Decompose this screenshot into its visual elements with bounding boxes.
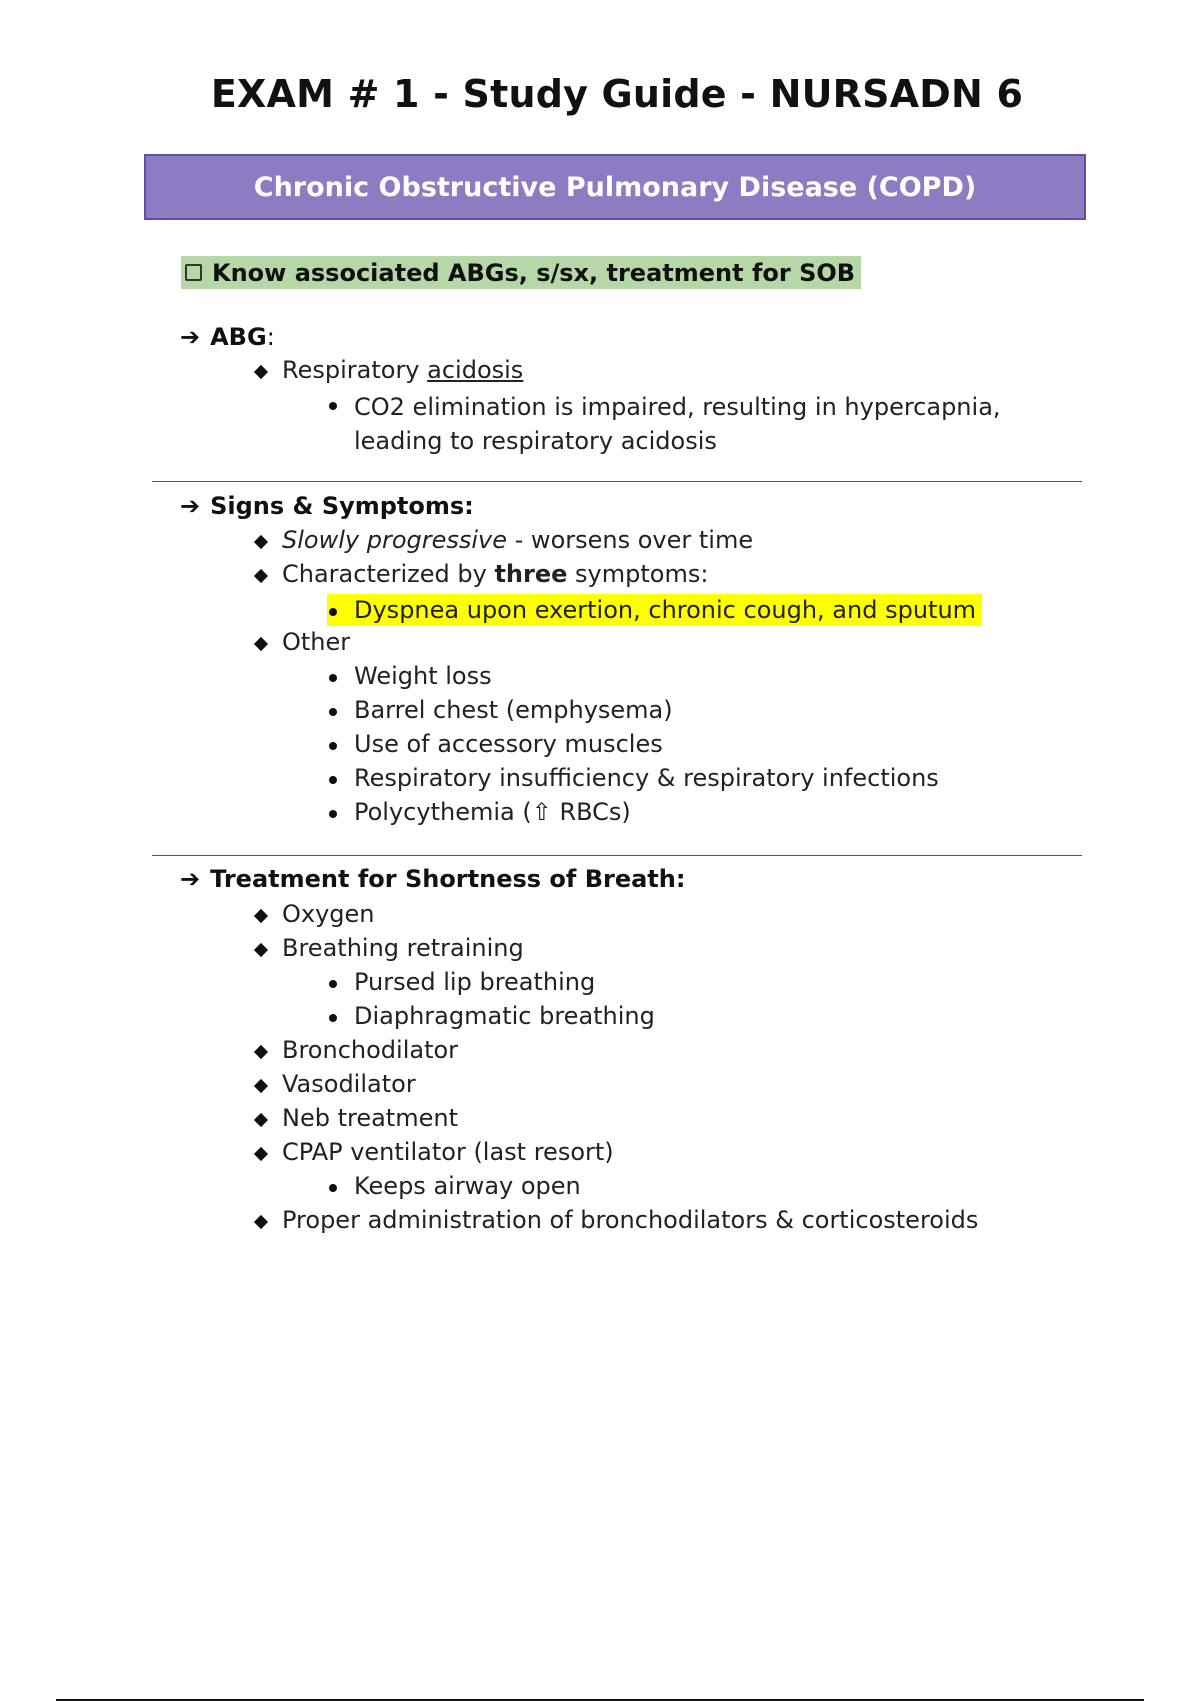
list-item: [254, 1070, 416, 1098]
checkbox[interactable]: [185, 264, 202, 281]
dot-bullet-icon: [329, 608, 337, 616]
list-item: [254, 628, 350, 656]
dot-bullet-icon: [329, 742, 337, 750]
list-item-text: Neb treatment: [282, 1104, 458, 1132]
list-item-text: Diaphragmatic breathing: [354, 1002, 655, 1030]
page-title: EXAM # 1 - Study Guide - NURSADN 6: [210, 72, 1024, 116]
list-item: [254, 900, 375, 928]
section-divider: [152, 481, 1082, 482]
dot-bullet-icon: [329, 980, 337, 988]
list-item-text: Keeps airway open: [354, 1172, 581, 1200]
list-item-text: leading to respiratory acidosis: [354, 427, 717, 455]
list-item: [254, 526, 753, 554]
arrow-right-icon: ➔: [180, 865, 201, 893]
list-item: [327, 390, 1001, 458]
list-item-text: Weight loss: [354, 662, 492, 690]
list-item-text: Use of accessory muscles: [354, 730, 663, 758]
list-item-text: Oxygen: [282, 900, 375, 928]
list-item-text: Barrel chest (emphysema): [354, 696, 673, 724]
list-item: [254, 356, 523, 384]
signs-heading: [180, 492, 474, 520]
diamond-bullet-icon: [254, 1113, 268, 1127]
list-item-text: Other: [282, 628, 351, 656]
section-divider: [152, 855, 1082, 856]
list-item-text: - worsens over time: [507, 526, 754, 554]
diamond-bullet-icon: [254, 1215, 268, 1229]
task-item[interactable]: [181, 256, 861, 289]
dot-bullet-icon: [329, 1184, 337, 1192]
abg-heading-colon: :: [266, 323, 275, 351]
bold-text: three: [494, 560, 568, 588]
diamond-bullet-icon: [254, 1045, 268, 1059]
list-item: [327, 798, 631, 826]
treatment-heading: [180, 865, 685, 893]
abg-heading: [180, 323, 275, 351]
list-item-text: Proper administration of bronchodilators & corticosteroids: [282, 1206, 979, 1234]
list-item-text: Respiratory: [282, 356, 428, 384]
diamond-bullet-icon: [254, 637, 268, 651]
abg-heading-label: ABG: [210, 323, 267, 351]
diamond-bullet-icon: [254, 1079, 268, 1093]
underlined-text: acidosis: [427, 356, 524, 384]
list-item: [327, 662, 492, 690]
list-item-text: Dyspnea upon exertion, chronic cough, and sputum: [354, 596, 977, 624]
list-item: [327, 968, 595, 996]
list-item: [327, 730, 663, 758]
list-item-text: Respiratory insufficiency & respiratory infections: [354, 764, 939, 792]
treatment-heading-label: Treatment for Shortness of Breath:: [210, 865, 686, 893]
list-item: [254, 1104, 458, 1132]
arrow-right-icon: ➔: [180, 323, 201, 351]
list-item-text: symptoms:: [567, 560, 709, 588]
list-item: [327, 764, 939, 792]
section-banner-label: Chronic Obstructive Pulmonary Disease (COPD): [253, 171, 977, 203]
diamond-bullet-icon: [254, 535, 268, 549]
list-item-text: Breathing retraining: [282, 934, 524, 962]
diamond-bullet-icon: [254, 365, 268, 379]
list-item-text: CPAP ventilator (last resort): [282, 1138, 614, 1166]
list-item: [254, 1206, 978, 1234]
list-item: [327, 696, 673, 724]
list-item: [254, 934, 524, 962]
list-item-text: CO2 elimination is impaired, resulting in hypercapnia,: [354, 393, 1001, 421]
section-banner: [144, 154, 1086, 220]
dot-bullet-icon: [329, 402, 337, 410]
list-item: [327, 594, 982, 626]
list-item-text: Vasodilator: [282, 1070, 416, 1098]
list-item: [254, 1036, 458, 1064]
diamond-bullet-icon: [254, 569, 268, 583]
list-item: [327, 1002, 655, 1030]
list-item-text: Bronchodilator: [282, 1036, 459, 1064]
list-item: [254, 560, 708, 588]
arrow-right-icon: ➔: [180, 492, 201, 520]
italic-text: Slowly progressive: [282, 526, 508, 554]
list-item-text: Polycythemia (⇧ RBCs): [354, 798, 631, 826]
list-item-text: Characterized by: [282, 560, 495, 588]
dot-bullet-icon: [329, 1014, 337, 1022]
signs-heading-label: Signs & Symptoms:: [210, 492, 474, 520]
dot-bullet-icon: [329, 776, 337, 784]
list-item: [254, 1138, 614, 1166]
diamond-bullet-icon: [254, 1147, 268, 1161]
list-item: [327, 1172, 581, 1200]
dot-bullet-icon: [329, 708, 337, 716]
task-label: Know associated ABGs, s/sx, treatment for SOB: [212, 258, 856, 287]
dot-bullet-icon: [329, 674, 337, 682]
diamond-bullet-icon: [254, 943, 268, 957]
dot-bullet-icon: [329, 810, 337, 818]
highlighted-line: [327, 594, 982, 626]
diamond-bullet-icon: [254, 909, 268, 923]
list-item-text: Pursed lip breathing: [354, 968, 596, 996]
